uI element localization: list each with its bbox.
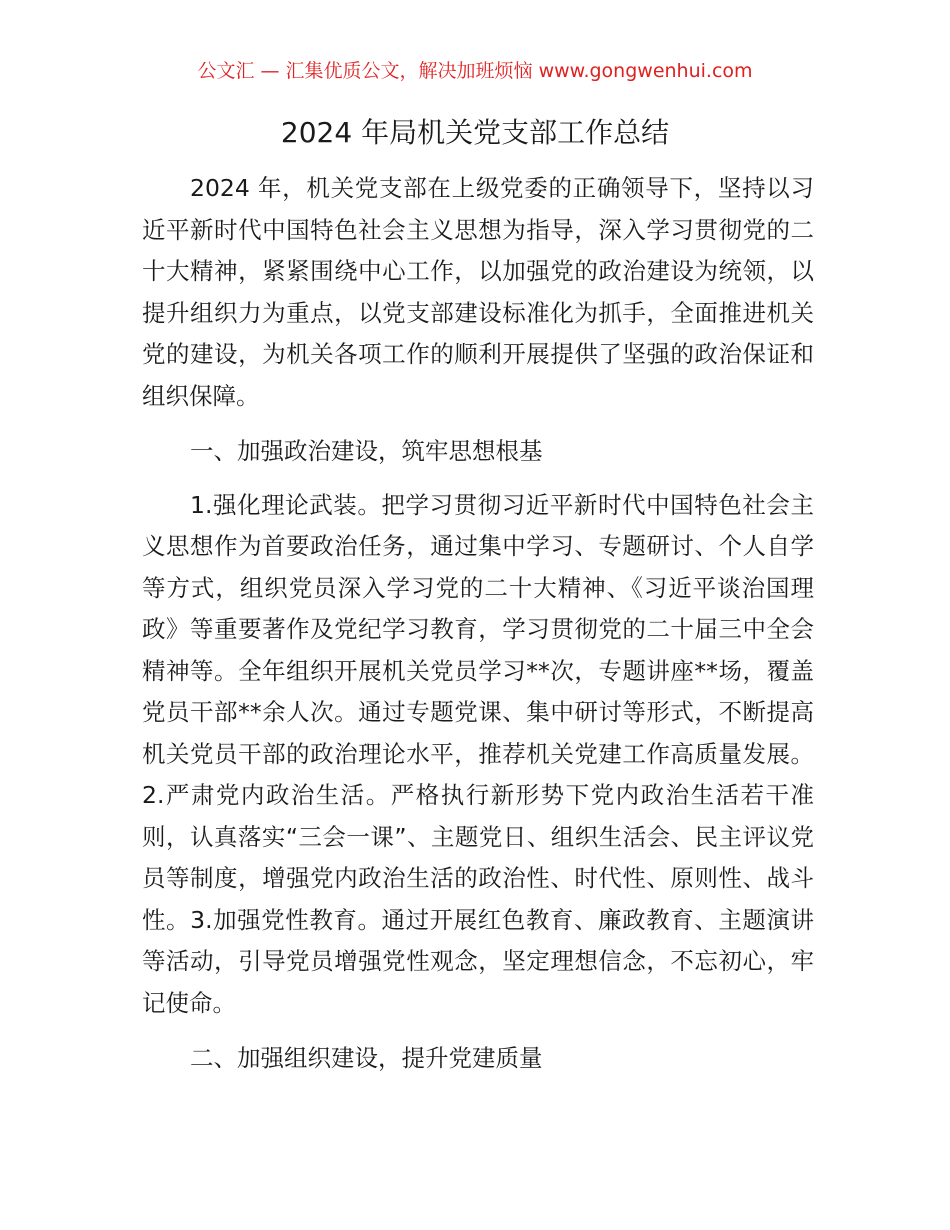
section-1-paragraph: 1.强化理论武装。把学习贯彻习近平新时代中国特色社会主义思想作为首要政治任务，通过集中学习、专题研讨、个人自学等方式，组织党员深入学习党的二十大精神、《习近平谈治国理政》等重要著作及党纪学习教育，学习贯彻党的二十届三中全会精神等。全年组织开展机关党员学习**次，专题讲座**场，覆盖党员干部**余人次。通过专题党课、集中研讨等形式，不断提高机关党员干部的政治理论水平，推荐机关党建工作高质量发展。2.严肃党内政治生活。严格执行新形势下党内政治生活若干准则，认真落实“三会一课”、主题党日、组织生活会、民主评议党员等制度，增强党内政治生活的政治性、时代性、原则性、战斗性。3.加强党性教育。通过开展红色教育、廉政教育、主题演讲等活动，引导党员增强党性观念，坚定理想信念，不忘初心，牢记使命。 bbox=[142, 490, 814, 1017]
document-body bbox=[142, 168, 814, 1080]
paragraph-spacer bbox=[142, 473, 814, 485]
intro-paragraph: 2024 年，机关党支部在上级党委的正确领导下，坚持以习近平新时代中国特色社会主义思想为指导，深入学习贯彻党的二十大精神，紧紧围绕中心工作，以加强党的政治建设为统领，以提升组织力为重点，以党支部建设标准化为抓手，全面推进机关党的建设，为机关各项工作的顺利开展提供了坚强的政治保证和组织保障。 bbox=[142, 174, 814, 410]
paragraph-spacer bbox=[142, 1024, 814, 1038]
document-title: 2024 年局机关党支部工作总结 bbox=[280, 116, 670, 149]
site-banner: 公文汇 — 汇集优质公文，解决加班烦恼 www.gongwenhui.com bbox=[197, 60, 753, 82]
section-heading-2: 二、加强组织建设，提升党建质量 bbox=[190, 1044, 543, 1072]
paragraph-spacer bbox=[142, 417, 814, 431]
section-heading-1: 一、加强政治建设，筑牢思想根基 bbox=[190, 437, 543, 465]
